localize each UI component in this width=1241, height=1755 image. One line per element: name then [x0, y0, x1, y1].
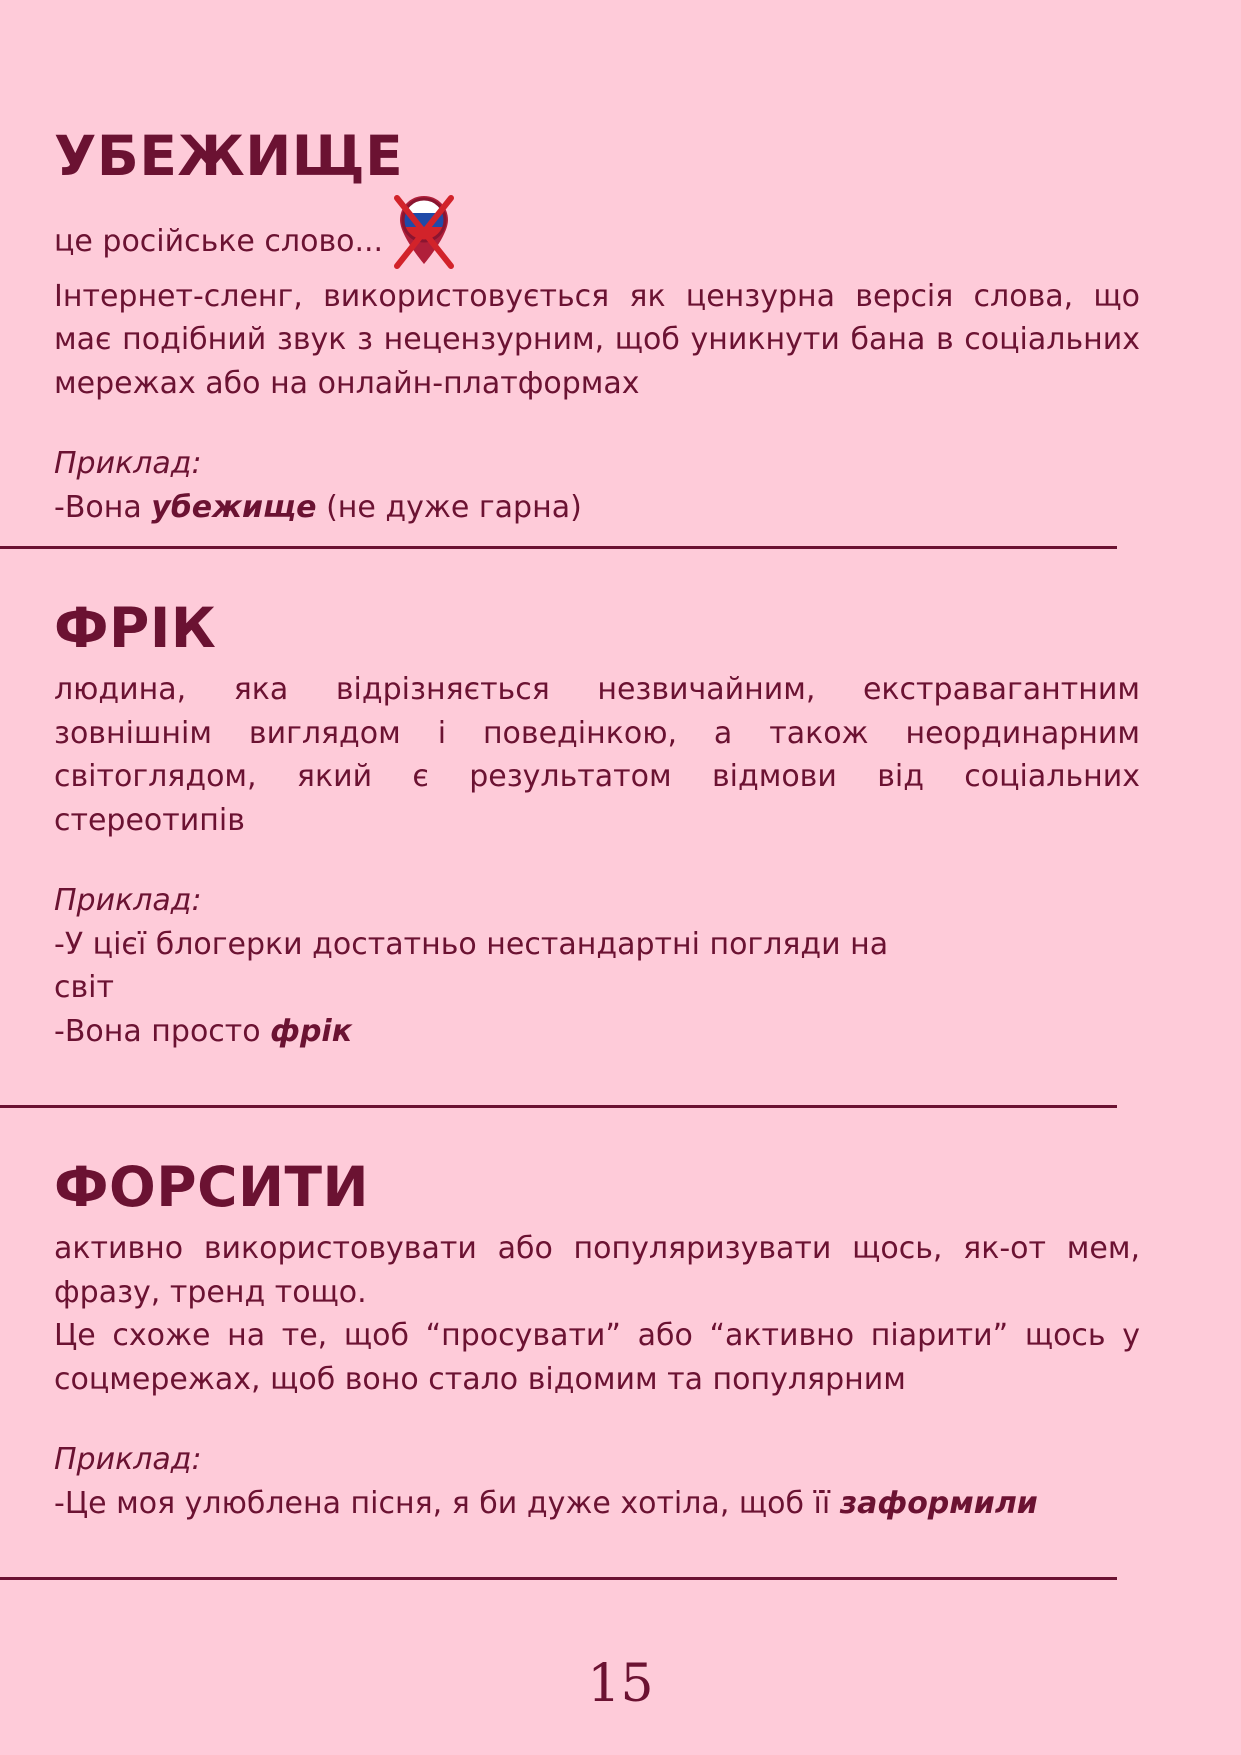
entry-definition: Інтернет-сленг, використовується як цензурна версія слова, що має подібний звук з нецензурним, щоб уникнути бана в соціальних мережах або на онлайн-платформах: [54, 278, 1140, 401]
entry-forsyty: [54, 1155, 1140, 1525]
entry-note: це російське слово...: [54, 223, 384, 259]
entry-definition-2: Це схоже на те, щоб “просувати” або “активно піарити” щось у соцмережах, щоб воно стало відомим та популярним: [54, 1318, 1140, 1397]
example-line-2: світ: [54, 970, 114, 1005]
entry-frik: [54, 596, 1140, 1053]
entry-definition: людина, яка відрізняється незвичайним, екстравагантним зовнішнім виглядом і поведінкою, а також неординарним світоглядом, який є результатом відмови від соціальних стереотипів: [54, 672, 1140, 838]
example-suffix: (не дуже гарна): [316, 489, 582, 525]
page-number: 15: [587, 1654, 654, 1714]
example-line-3: [54, 1010, 1140, 1054]
entry-term: ФОРСИТИ: [54, 1155, 370, 1219]
example-prefix: -Це моя улюблена пісня, я би дуже хотіла, щоб її: [54, 1485, 840, 1521]
divider: [0, 1105, 1117, 1108]
example-word: фрік: [270, 1013, 353, 1049]
crossed-russia-pin-icon: [391, 192, 457, 285]
example-label: Приклад:: [54, 1442, 202, 1477]
divider: [0, 1577, 1117, 1580]
example-line-1: -У цієї блогерки достатньо нестандартні погляди на: [54, 926, 889, 962]
example-prefix: -Вона просто: [54, 1013, 271, 1049]
entry-term: ФРІК: [54, 596, 217, 660]
entry-ubezhyshche: [54, 124, 1140, 529]
entry-definition-1: активно використовувати або популяризувати щось, як-от мем, фразу, тренд тощо.: [54, 1231, 1140, 1310]
example-word: убежище: [151, 489, 317, 525]
example-label: Приклад:: [54, 446, 202, 481]
divider: [0, 546, 1117, 549]
example-word: заформили: [839, 1485, 1038, 1521]
example-prefix: -Вона: [54, 489, 152, 525]
example-line: [54, 1482, 1140, 1526]
entry-term: УБЕЖИЩЕ: [54, 124, 404, 188]
example-line: [54, 486, 1140, 530]
example-label: Приклад:: [54, 883, 202, 918]
